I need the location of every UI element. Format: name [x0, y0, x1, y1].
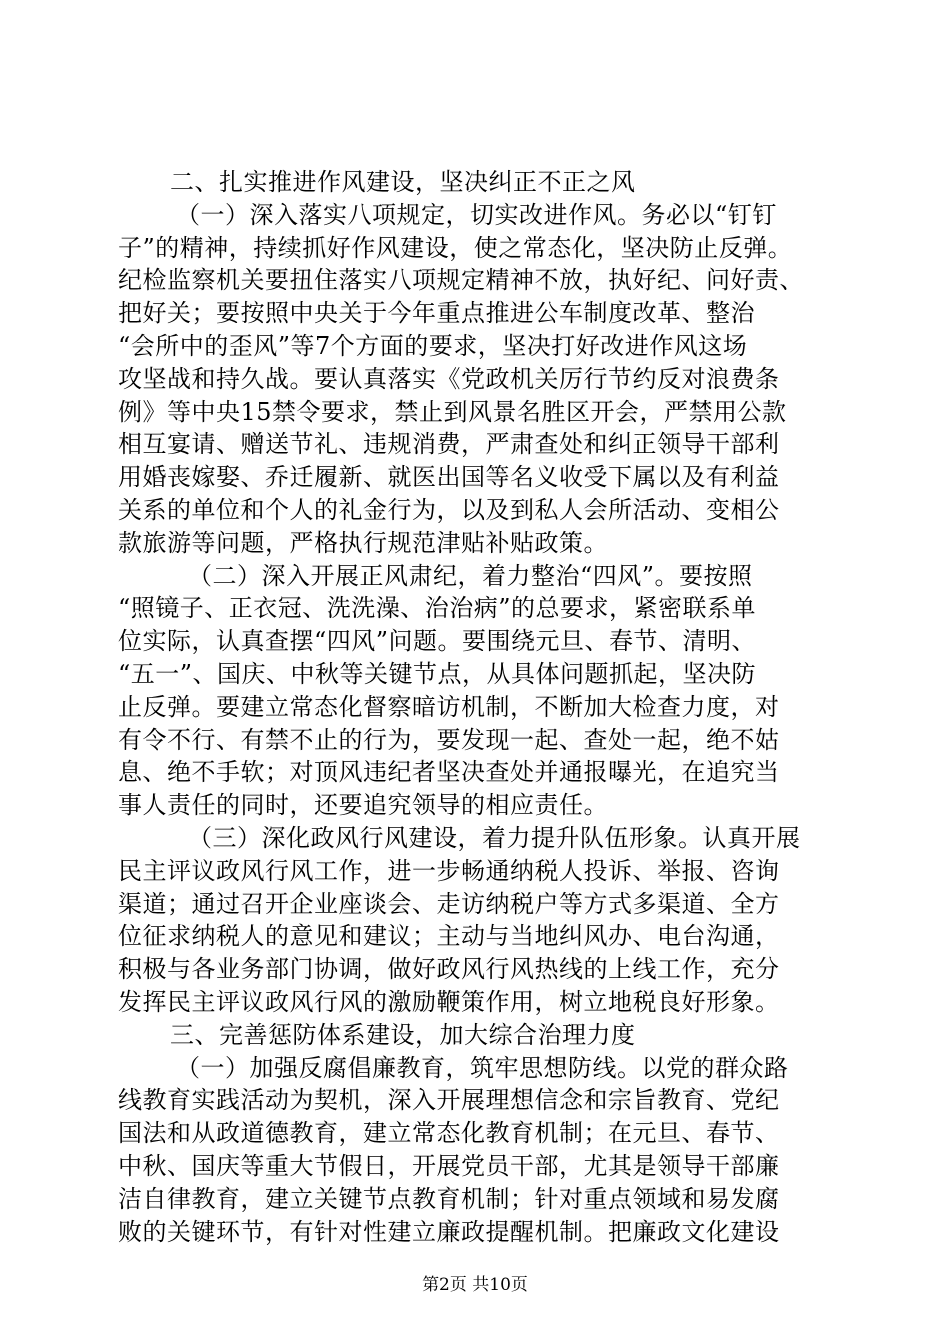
page-number-footer: 第2页 共10页 [422, 1275, 528, 1295]
section-heading: 三、完善惩防体系建设，加大综合治理力度 [170, 1020, 636, 1049]
paragraph-line: 把好关；要按照中央关于今年重点推进公车制度改革、整治 [118, 299, 755, 328]
paragraph-line: 败的关键环节，有针对性建立廉政提醒机制。把廉政文化建设 [118, 1217, 780, 1246]
paragraph-line: 息、绝不手软；对顶风违纪者坚决查处并通报曝光，在追究当 [118, 758, 780, 787]
document-body [118, 166, 834, 1248]
paragraph-line: 位征求纳税人的意见和建议；主动与当地纠风办、电台沟通， [118, 922, 780, 951]
section-heading: 二、扎实推进作风建设，坚决纠正不正之风 [170, 168, 636, 196]
paragraph-line: 纪检监察机关要扭住落实八项规定精神不放，执好纪、问好责、 [118, 266, 804, 295]
paragraph-line: （二）深入开展正风肃纪，着力整治“四风”。要按照 [188, 561, 753, 590]
paragraph-line: 有令不行、有禁不止的行为，要发现一起、查处一起，绝不姑 [118, 725, 780, 754]
paragraph-line: 国法和从政道德教育，建立常态化教育机制；在元旦、春节、 [118, 1119, 780, 1148]
paragraph-line: 相互宴请、赠送节礼、违规消费，严肃查处和纠正领导干部利 [118, 430, 780, 459]
paragraph-line: 洁自律教育，建立关键节点教育机制；针对重点领域和易发腐 [118, 1184, 780, 1213]
paragraph-line: 积极与各业务部门协调，做好政风行风热线的上线工作，充分 [118, 955, 780, 984]
paragraph-line: 款旅游等问题，严格执行规范津贴补贴政策。 [118, 528, 608, 557]
paragraph-line: 发挥民主评议政风行风的激励鞭策作用，树立地税良好形象。 [118, 987, 780, 1016]
paragraph-line: （一）加强反腐倡廉教育，筑牢思想防线。以党的群众路 [176, 1053, 789, 1082]
paragraph-line: 例》等中央15禁令要求，禁止到风景名胜区开会，严禁用公款 [118, 397, 787, 426]
paragraph-line: 位实际，认真查摆“四风”问题。要围绕元旦、春节、清明、 [118, 627, 757, 656]
paragraph-line: 子”的精神，持续抓好作风建设，使之常态化，坚决防止反弹。 [118, 233, 793, 262]
paragraph-line: （三）深化政风行风建设，着力提升队伍形象。认真开展 [188, 823, 801, 852]
paragraph-line: 事人责任的同时，还要追究领导的相应责任。 [118, 791, 608, 820]
paragraph-line: 线教育实践活动为契机，深入开展理想信念和宗旨教育、党纪 [118, 1086, 780, 1115]
paragraph-line: “五一”、国庆、中秋等关键节点，从具体问题抓起，坚决防 [118, 659, 757, 688]
paragraph-line: 民主评议政风行风工作，进一步畅通纳税人投诉、举报、咨询 [118, 856, 780, 885]
paragraph-line: 渠道；通过召开企业座谈会、走访纳税户等方式多渠道、全方 [118, 889, 780, 918]
paragraph-line: “会所中的歪风”等7个方面的要求，坚决打好改进作风这场 [118, 331, 748, 360]
paragraph-line: （一）深入落实八项规定，切实改进作风。务必以“钉钉 [176, 200, 777, 229]
paragraph-line: “照镜子、正衣冠、洗洗澡、治治病”的总要求，紧密联系单 [118, 594, 757, 623]
paragraph-line: 关系的单位和个人的礼金行为，以及到私人会所活动、变相公 [118, 495, 780, 524]
paragraph-line: 攻坚战和持久战。要认真落实《党政机关厉行节约反对浪费条 [118, 364, 780, 393]
paragraph-line: 中秋、国庆等重大节假日，开展党员干部，尤其是领导干部廉 [118, 1151, 780, 1180]
paragraph-line: 止反弹。要建立常态化督察暗访机制，不断加大检查力度，对 [118, 692, 780, 721]
paragraph-line: 用婚丧嫁娶、乔迁履新、就医出国等名义收受下属以及有利益 [118, 463, 780, 492]
